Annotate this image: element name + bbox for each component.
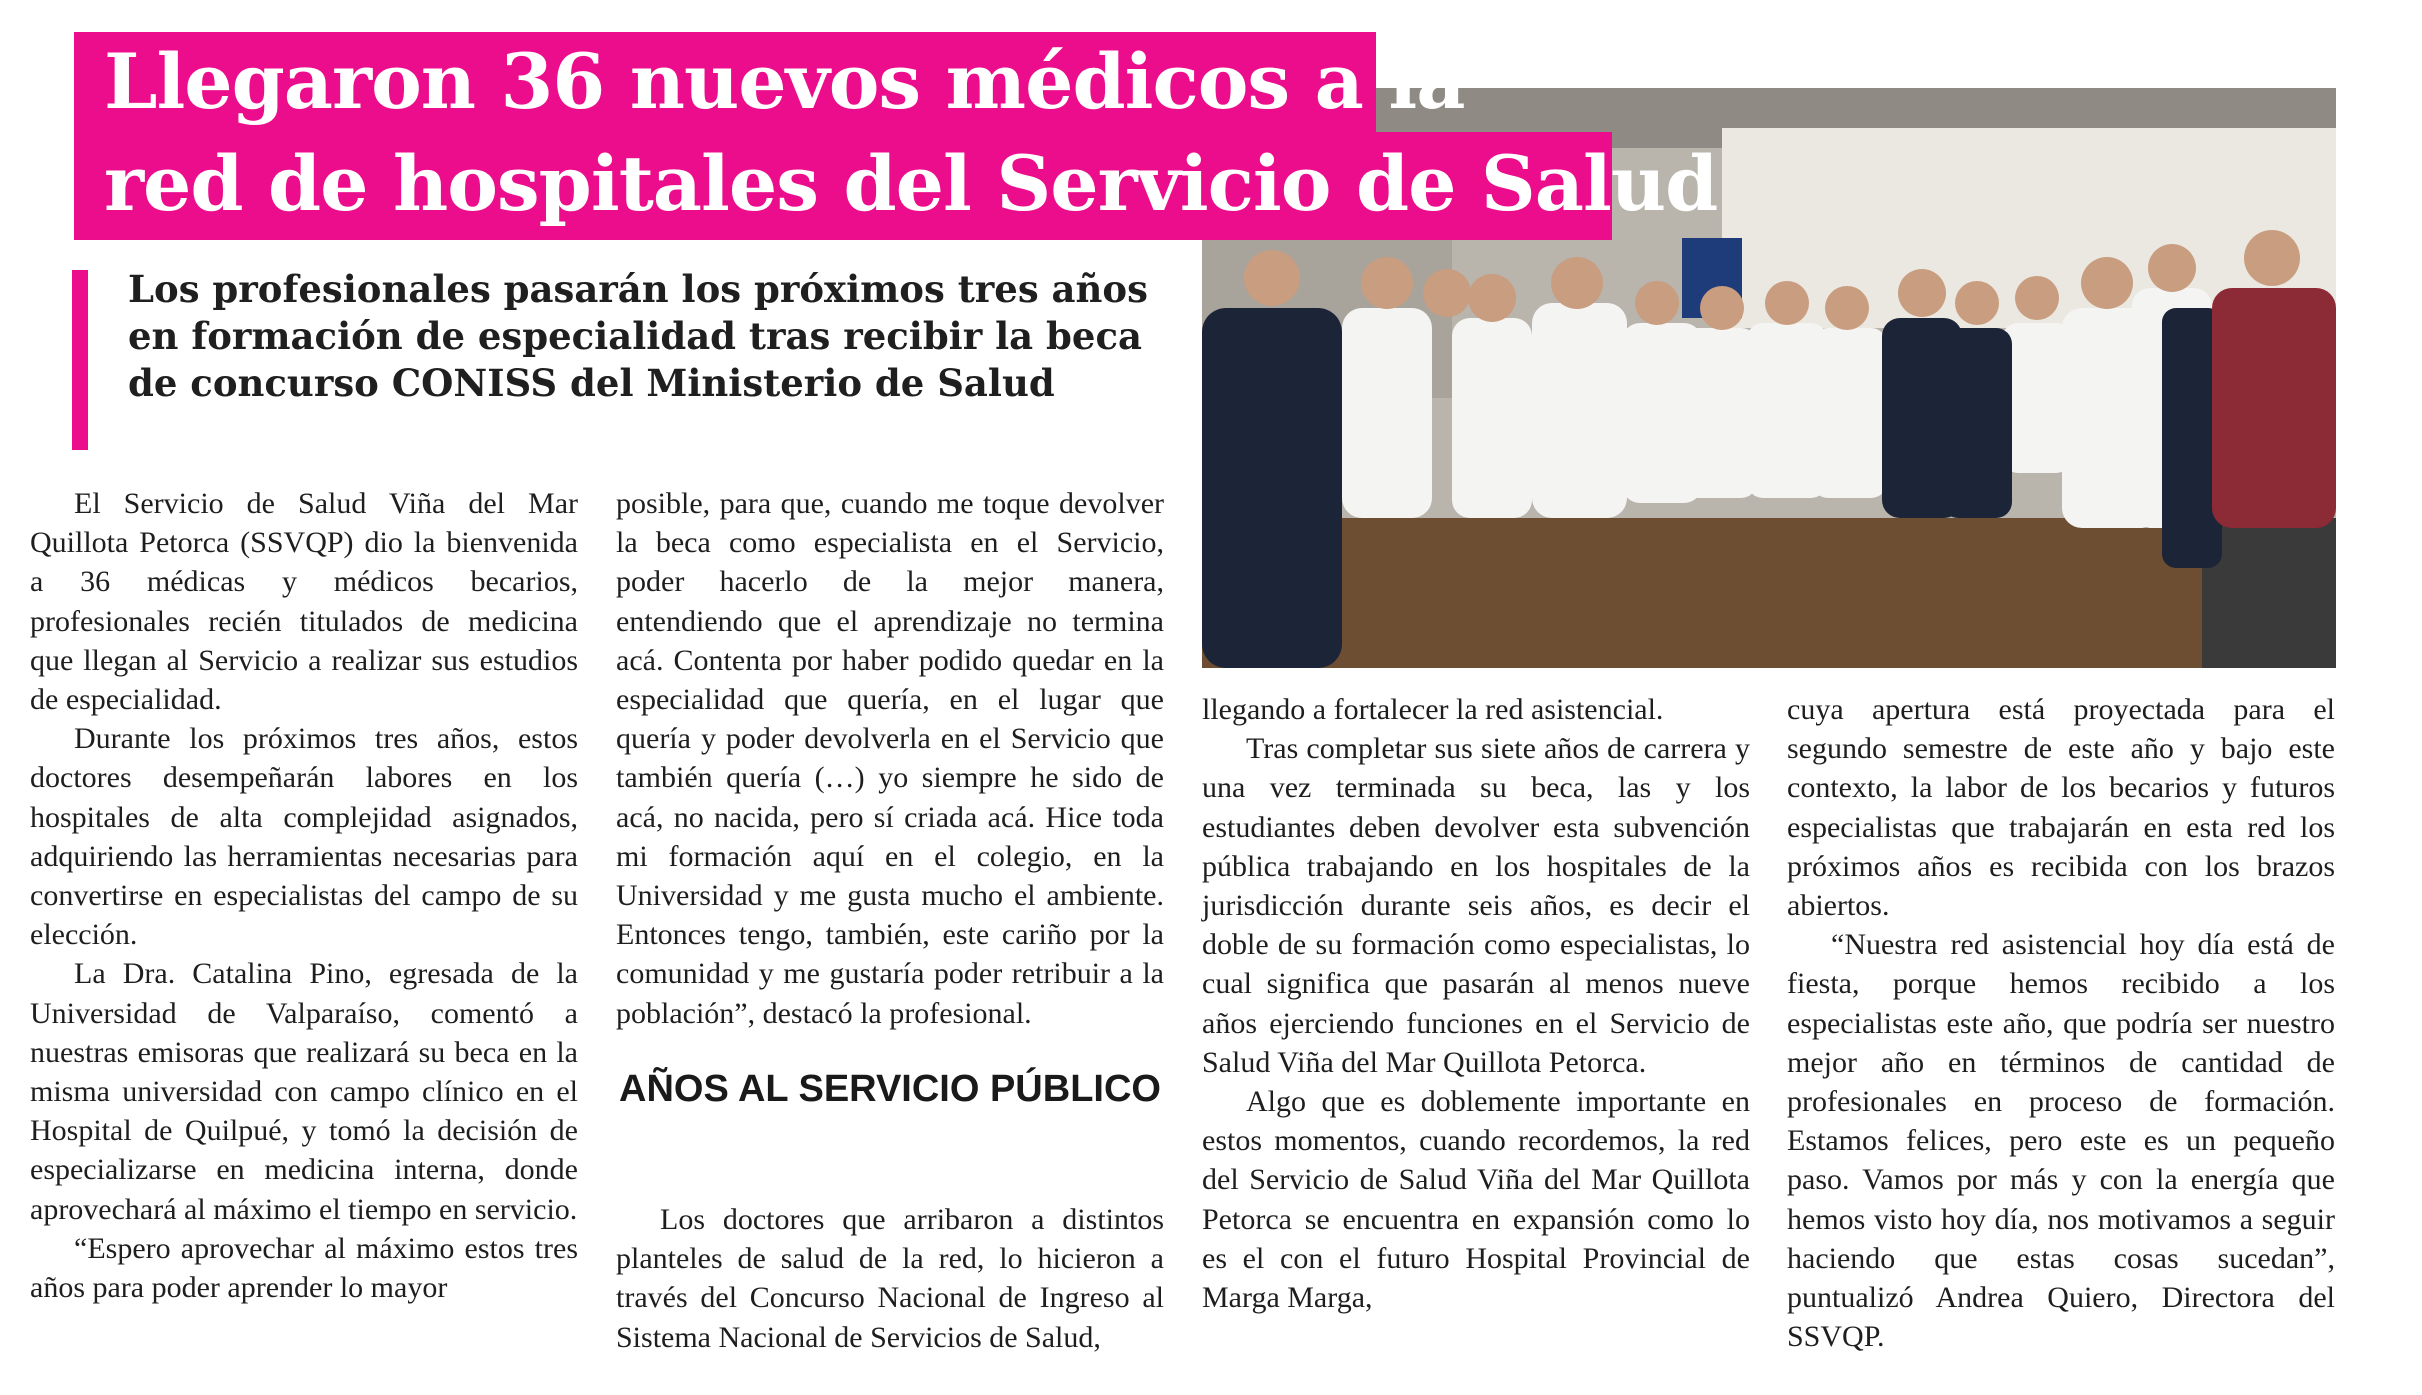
body-column-2-continued xyxy=(616,1200,1164,1357)
paragraph: La Dra. Catalina Pino, egresada de la Universidad de Valparaíso, comentó a nuestras emisoras que realizará su beca en la misma universidad con campo clínico en el Hospital de Quilpué, y tomó la decisión de especializarse en medicina interna, donde aprovechará al máximo el tiempo en servicio. xyxy=(30,957,578,1226)
paragraph: Durante los próximos tres años, estos doctores desempeñarán labores en los hospitales de alta complejidad asignados, adquiriendo las herramientas necesarias para convertirse en especialistas del campo de su elección. xyxy=(30,722,578,952)
paragraph: “Espero aprovechar al máximo estos tres años para poder aprender lo mayor xyxy=(30,1231,578,1305)
headline-line-1: Llegaron 36 nuevos médicos a la xyxy=(74,32,1376,132)
paragraph: cuya apertura está proyectada para el segundo semestre de este año y bajo este contexto, la labor de los becarios y futuros especialistas que trabajarán en esta red los próximos años es recibida con los brazos abiertos. xyxy=(1787,693,2335,923)
lead-accent-bar xyxy=(72,270,88,450)
paragraph: Tras completar sus siete años de carrera y una vez terminada su beca, las y los estudiantes deben devolver esta subvención pública trabajando en los hospitales de la jurisdicción durante seis años, es decir el doble de su formación como especialistas, lo cual significa que pasarán al menos nueve años ejerciendo funciones en el Servicio de Salud Viña del Mar Quillota Petorca. xyxy=(1202,732,1750,1079)
paragraph: Algo que es doblemente importante en estos momentos, cuando recordemos, la red del Servicio de Salud Viña del Mar Quillota Petorca se encuentra en expansión como lo es el con el futuro Hospital Provincial de Marga Marga, xyxy=(1202,1085,1750,1315)
paragraph: El Servicio de Salud Viña del Mar Quillota Petorca (SSVQP) dio la bienvenida a 36 médicas y médicos becarios, profesionales recién titulados de medicina que llegan al Servicio a realizar sus estudios de especialidad. xyxy=(30,487,578,717)
headline-line-2: red de hospitales del Servicio de Salud xyxy=(74,132,1612,240)
paragraph: llegando a fortalecer la red asistencial. xyxy=(1202,693,1664,726)
body-column-3 xyxy=(1202,690,1750,1317)
paragraph: “Nuestra red asistencial hoy día está de fiesta, porque hemos recibido a los especialistas este año, que podría ser nuestro mejor año en términos de cantidad de profesionales en proceso de formación. Estamos felices, pero este es un pequeño paso. Vamos por más y con la energía que hemos visto hoy día, nos motivamos a seguir haciendo que estas cosas sucedan”, puntualizó Andrea Quiero, Directora del SSVQP. xyxy=(1787,928,2335,1354)
section-subhead: AÑOS AL SERVICIO PÚBLICO xyxy=(619,1068,1161,1110)
paragraph: posible, para que, cuando me toque devolver la beca como especialista en el Servicio, poder hacerlo de la mejor manera, entendiendo que el aprendizaje no termina acá. Contenta por haber podido quedar en la especialidad que quería, en el lugar que quería y poder devolverla en el Servicio que también quería (…) yo siempre he sido de acá, no nacida, pero sí criada acá. Hice toda mi formación aquí en el colegio, en la Universidad y me gusta mucho el ambiente. Entonces tengo, también, este cariño por la comunidad y me gustaría poder retribuir a la población”, destacó la profesional. xyxy=(616,487,1164,1030)
body-column-4 xyxy=(1787,690,2335,1356)
paragraph: Los doctores que arribaron a distintos planteles de salud de la red, lo hicieron a través del Concurso Nacional de Ingreso al Sistema Nacional de Servicios de Salud, xyxy=(616,1203,1164,1354)
body-column-2 xyxy=(616,484,1164,1033)
body-column-1 xyxy=(30,484,578,1307)
lead-paragraph: Los profesionales pasarán los próximos tres años en formación de especialidad tras recibir la beca de concurso CONISS del Ministerio de Salud xyxy=(128,267,1148,405)
